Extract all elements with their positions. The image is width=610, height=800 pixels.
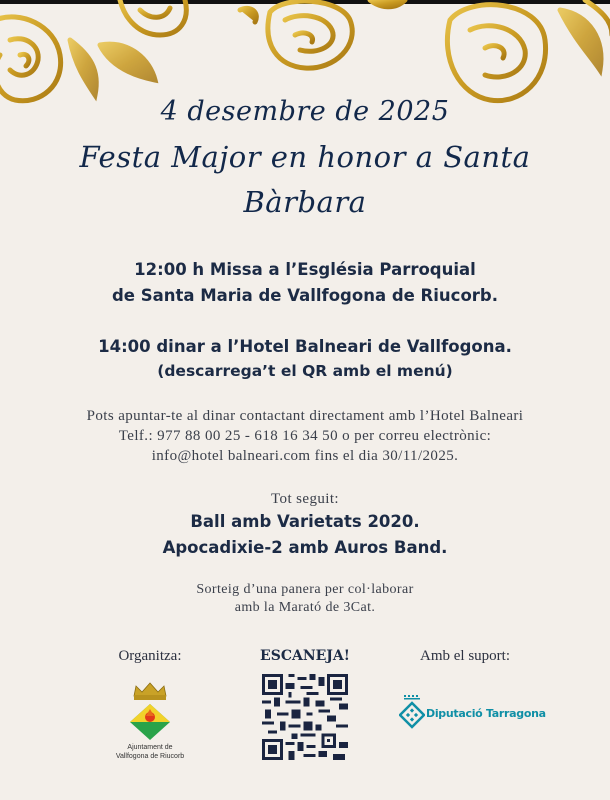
lunch-line2: (descarrega’t el QR amb el menú) bbox=[157, 362, 453, 380]
act-1: Ball amb Varietats 2020. bbox=[190, 512, 420, 531]
event-title-line1: Festa Major en honor a Santa bbox=[79, 140, 531, 174]
scan-label: ESCANEJA! bbox=[260, 648, 350, 664]
organizer-name-line2: Vallfogona de Riucorb bbox=[115, 753, 185, 760]
mass-line1: 12:00 h Missa a l’Església Parroquial bbox=[134, 260, 476, 279]
support-label: Amb el suport: bbox=[420, 648, 510, 664]
mass-line2: de Santa Maria de Vallfogona de Riucorb. bbox=[111, 286, 499, 305]
raffle-line2: amb la Marató de 3Cat. bbox=[234, 600, 376, 615]
lunch-line1: 14:00 dinar a l’Hotel Balneari de Vallfogona. bbox=[98, 337, 512, 356]
raffle-line1: Sorteig d’una panera per col·laborar bbox=[196, 582, 414, 597]
contact-line3: info@hotel balneari.com fins el dia 30/11/2025. bbox=[151, 448, 459, 464]
sponsor-name: Diputació Tarragona bbox=[426, 707, 546, 720]
act-2: Apocadixie-2 amb Auros Band. bbox=[162, 538, 448, 557]
diputacio-logo-icon bbox=[399, 695, 425, 729]
menu-qr-code[interactable] bbox=[262, 674, 348, 760]
event-date: 4 desembre de 2025 bbox=[160, 96, 450, 127]
afterwards-intro: Tot seguit: bbox=[271, 491, 339, 507]
municipal-coat-of-arms-icon bbox=[122, 680, 178, 742]
organizer-label: Organitza: bbox=[118, 648, 182, 664]
organizer-name-line1: Ajuntament de bbox=[127, 744, 173, 751]
contact-line1: Pots apuntar-te al dinar contactant directament amb l’Hotel Balneari bbox=[86, 408, 524, 424]
event-title-line2: Bàrbara bbox=[243, 185, 367, 219]
contact-line2: Telf.: 977 88 00 25 - 618 16 34 50 o per correu electrònic: bbox=[118, 428, 492, 444]
